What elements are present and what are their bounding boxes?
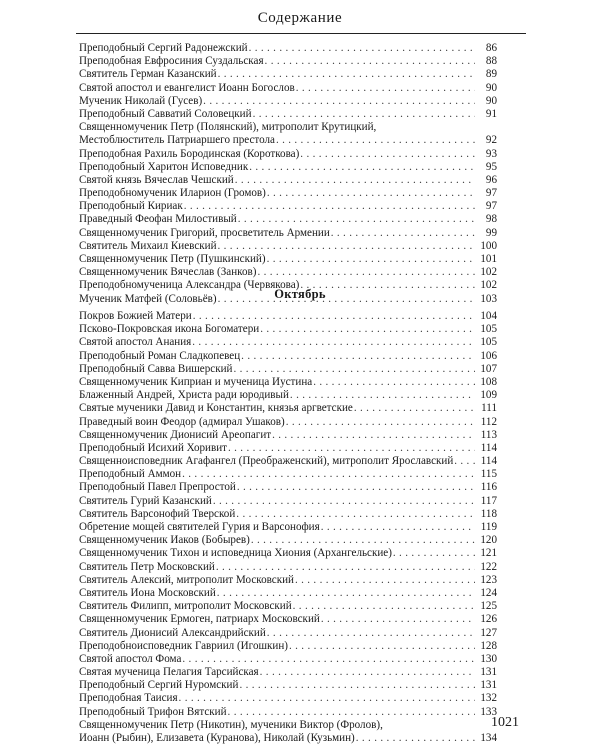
toc-entry-title: Священноисповедник Агафангел (Преображенский), митрополит Ярославский	[79, 455, 454, 468]
toc-entry	[79, 389, 497, 402]
toc-entry-title: Преподобный Кириак	[79, 200, 183, 213]
dot-leader	[218, 240, 475, 253]
toc-entry	[79, 227, 497, 240]
toc-list-october	[79, 310, 497, 745]
toc-entry	[79, 323, 497, 336]
toc-entry-page: 95	[485, 160, 497, 173]
toc-entry-title: Преподобный Сергий Нуромский	[79, 679, 239, 692]
dot-leader	[272, 429, 475, 442]
toc-entry-title: Святитель Дионисий Александрийский	[79, 626, 266, 639]
toc-entry-page: 126	[480, 613, 497, 626]
toc-entry-title: Мученик Николай (Гусев)	[79, 94, 203, 107]
dot-leader	[265, 55, 475, 68]
toc-entry	[79, 376, 497, 389]
toc-entry-page: 97	[485, 200, 497, 213]
toc-entry-title: Обретение мощей святителей Гурия и Варсонофия	[79, 521, 320, 533]
toc-entry-title: Праведный Феофан Милостивый	[79, 213, 237, 226]
toc-entry	[79, 468, 497, 481]
toc-entry-title: Святой князь Вячеслав Чешский	[79, 173, 234, 186]
toc-entry-title: Преподобный Харитон Исповедник	[79, 160, 249, 173]
toc-entry-title: Святитель Герман Казанский	[79, 68, 217, 81]
toc-entry-page: 91	[485, 107, 497, 120]
toc-entry-title: Мученик Матфей (Соловьёв)	[79, 292, 217, 305]
toc-entry-title: Преподобная Таисия	[79, 692, 178, 705]
toc-entry-page: 96	[485, 173, 497, 186]
toc-entry-title: Святитель Михаил Киевский	[79, 239, 217, 252]
toc-entry-title: Псково-Покровская икона Богоматери	[79, 323, 260, 336]
toc-entry-page: 111	[481, 402, 497, 415]
toc-entry-page: 86	[485, 42, 497, 54]
toc-entry-title: Преподобный Трифон Вятский	[79, 705, 227, 718]
toc-entry-title: Священномученик Тихон и исповедница Хиония (Архангельские)	[79, 547, 392, 560]
toc-entry-page: 120	[480, 534, 497, 547]
toc-entry-title: Священномученик Вячеслав (Занков)	[79, 266, 257, 279]
dot-leader	[235, 174, 475, 187]
dot-leader	[289, 640, 475, 653]
toc-entry-title: Священномученик Петр (Полянский), митрополит Крутицкий,	[79, 121, 377, 134]
header-rule	[76, 33, 526, 34]
toc-entry-page: 114	[480, 441, 497, 454]
dot-leader	[233, 363, 475, 376]
toc-entry	[79, 148, 497, 161]
toc-entry	[79, 310, 497, 323]
toc-entry	[79, 627, 497, 640]
toc-entry-title: Преподобноисповедник Гавриил (Игошкин)	[79, 639, 288, 652]
dot-leader	[182, 653, 475, 666]
dot-leader	[249, 42, 475, 55]
toc-entry-title: Святитель Петр Московский	[79, 560, 215, 573]
toc-entry-page: 116	[480, 481, 497, 494]
toc-entry-page: 88	[485, 55, 497, 68]
dot-leader	[354, 402, 475, 415]
toc-entry-page: 124	[480, 586, 497, 599]
toc-entry	[79, 213, 497, 226]
dot-leader	[313, 376, 475, 389]
running-head: Содержание	[257, 10, 343, 26]
toc-entry-title-continuation: Иоанн (Рыбин), Елизавета (Куранова), Николай (Кузьмин)	[79, 732, 355, 745]
toc-entry-page: 131	[480, 679, 497, 692]
toc-entry	[79, 547, 497, 560]
page-number: 1021	[491, 715, 519, 730]
toc-entry	[79, 561, 497, 574]
dot-leader	[236, 508, 475, 521]
toc-entry-page: 112	[480, 415, 497, 428]
toc-entry	[79, 719, 497, 745]
toc-entry-title: Святой апостол и евангелист Иоанн Богослов	[79, 81, 295, 94]
toc-entry	[79, 240, 497, 253]
toc-entry-title: Преподобномученица Александра (Червякова)	[79, 279, 300, 292]
dot-leader	[260, 666, 475, 679]
toc-entry	[79, 82, 497, 95]
toc-entry-page: 119	[480, 521, 497, 533]
toc-entry-page: 99	[485, 226, 497, 239]
dot-leader	[249, 161, 475, 174]
dot-leader	[216, 561, 475, 574]
toc-entry-page: 98	[485, 213, 497, 226]
toc-entry-title: Священномученик Григорий, просветитель Армении	[79, 226, 330, 239]
dot-leader	[251, 534, 475, 547]
toc-entry-page: 127	[480, 626, 497, 639]
toc-entry	[79, 429, 497, 442]
toc-entry-title: Блаженный Андрей, Христа ради юродивый	[79, 389, 289, 402]
toc-entry	[79, 600, 497, 613]
dot-leader	[331, 227, 475, 240]
toc-entry	[79, 363, 497, 376]
toc-entry	[79, 706, 497, 719]
toc-entry-title: Святой апостол Фома	[79, 652, 182, 665]
dot-leader	[218, 68, 475, 81]
toc-entry-page: 132	[480, 692, 497, 705]
toc-entry-page: 117	[480, 494, 497, 507]
dot-leader	[295, 574, 475, 587]
toc-entry-page: 114	[480, 455, 497, 468]
toc-entry	[79, 587, 497, 600]
toc-entry	[79, 574, 497, 587]
toc-entry-title-continuation: Местоблюститель Патриаршего престола	[79, 134, 275, 147]
toc-entry-title: Святитель Алексий, митрополит Московский	[79, 573, 294, 586]
toc-entry-title: Священномученик Ермоген, патриарх Московский	[79, 613, 320, 626]
toc-entry-title: Святитель Филипп, митрополит Московский	[79, 600, 292, 613]
dot-leader	[228, 442, 475, 455]
toc-entry-page: 89	[485, 68, 497, 81]
toc-entry-title: Священномученик Дионисий Ареопагит	[79, 428, 272, 441]
toc-entry-page: 121	[480, 547, 497, 560]
toc-entry	[79, 266, 497, 279]
toc-entry-page: 100	[480, 239, 497, 252]
toc-entry	[79, 416, 497, 429]
dot-leader	[193, 310, 475, 323]
toc-entry	[79, 679, 497, 692]
toc-entry-title: Священномученик Петр (Никотин), мученики Виктор (Фролов),	[79, 718, 383, 731]
toc-entry	[79, 253, 497, 266]
toc-entry-page: 109	[480, 389, 497, 402]
dot-leader	[454, 455, 475, 468]
dot-leader	[293, 600, 475, 613]
toc-entry-page: 102	[480, 279, 497, 292]
toc-entry-title: Праведный воин Феодор (адмирал Ушаков)	[79, 415, 285, 428]
toc-entry	[79, 534, 497, 547]
toc-entry-page: 90	[485, 94, 497, 107]
toc-entry-page: 104	[480, 310, 497, 322]
toc-entry-title: Святитель Варсонофий Тверской	[79, 507, 236, 520]
dot-leader	[184, 200, 475, 213]
toc-entry	[79, 402, 497, 415]
toc-entry-page: 133	[480, 705, 497, 718]
dot-leader	[217, 587, 475, 600]
toc-entry-page: 123	[480, 573, 497, 586]
dot-leader	[393, 547, 475, 560]
toc-entry-page: 131	[480, 666, 497, 679]
toc-entry-page: 125	[480, 600, 497, 613]
toc-entry	[79, 495, 497, 508]
toc-entry	[79, 350, 497, 363]
toc-entry-page: 113	[480, 428, 497, 441]
toc-entry	[79, 336, 497, 349]
dot-leader	[241, 350, 475, 363]
dot-leader	[179, 692, 475, 705]
toc-entry-title: Покров Божией Матери	[79, 310, 192, 322]
toc-entry-page: 90	[485, 81, 497, 94]
toc-entry	[79, 521, 497, 534]
section-heading-october: Октябрь	[274, 287, 326, 301]
dot-leader	[182, 468, 475, 481]
toc-entry	[79, 55, 497, 68]
toc-entry	[79, 174, 497, 187]
toc-entry-page: 115	[480, 468, 497, 481]
toc-entry	[79, 481, 497, 494]
dot-leader	[356, 732, 475, 745]
toc-entry-title: Святитель Гурий Казанский	[79, 494, 212, 507]
toc-entry-page: 134	[480, 732, 497, 745]
dot-leader	[286, 416, 475, 429]
dot-leader	[228, 706, 475, 719]
toc-entry	[79, 692, 497, 705]
toc-entry-page: 108	[480, 375, 497, 388]
toc-entry	[79, 161, 497, 174]
toc-entry-page: 107	[480, 362, 497, 375]
toc-entry-page: 106	[480, 349, 497, 362]
dot-leader	[260, 323, 475, 336]
toc-entry-title: Преподобный Исихий Хоривит	[79, 441, 228, 454]
toc-entry	[79, 68, 497, 81]
toc-entry	[79, 200, 497, 213]
toc-entry-title: Преподобный Аммон	[79, 468, 182, 481]
dot-leader	[300, 148, 475, 161]
dot-leader	[321, 613, 475, 626]
dot-leader	[237, 481, 475, 494]
toc-entry-page: 128	[480, 639, 497, 652]
toc-entry-page: 122	[480, 560, 497, 573]
toc-entry-title: Преподобный Роман Сладкопевец	[79, 349, 241, 362]
toc-entry-title: Преподобная Рахиль Бородинская (Короткова)	[79, 147, 300, 160]
dot-leader	[238, 213, 475, 226]
dot-leader	[267, 253, 475, 266]
toc-entry-page: 105	[480, 336, 497, 349]
dot-leader	[239, 679, 475, 692]
toc-entry-title: Преподобный Савва Вишерский	[79, 362, 233, 375]
dot-leader	[276, 134, 475, 147]
toc-entry	[79, 95, 497, 108]
toc-entry	[79, 42, 497, 55]
toc-entry-title: Преподобный Павел Препростой	[79, 481, 236, 494]
dot-leader	[192, 336, 475, 349]
dot-leader	[203, 95, 475, 108]
toc-entry	[79, 442, 497, 455]
dot-leader	[267, 187, 475, 200]
toc-entry-title: Святитель Иона Московский	[79, 586, 216, 599]
toc-entry	[79, 653, 497, 666]
toc-entry	[79, 508, 497, 521]
dot-leader	[296, 82, 475, 95]
toc-entry	[79, 666, 497, 679]
toc-entry	[79, 613, 497, 626]
toc-entry	[79, 121, 497, 147]
dot-leader	[257, 266, 475, 279]
dot-leader	[321, 521, 475, 534]
toc-entry-title: Святая мученица Пелагия Тарсийская	[79, 666, 259, 679]
toc-entry-title: Святой апостол Анания	[79, 336, 192, 349]
toc-entry-page: 93	[485, 147, 497, 160]
toc-entry-page: 103	[480, 292, 497, 305]
toc-entry	[79, 640, 497, 653]
toc-entry-title: Священномученик Киприан и мученица Иустина	[79, 375, 313, 388]
toc-entry-title: Священномученик Иаков (Бобырев)	[79, 534, 250, 547]
toc-entry-page: 130	[480, 652, 497, 665]
toc-entry-title: Святые мученики Давид и Константин, князья аргветские	[79, 402, 353, 415]
toc-entry-page: 92	[485, 134, 497, 147]
toc-entry	[79, 455, 497, 468]
toc-entry	[79, 108, 497, 121]
toc-entry-title: Преподобный Савватий Соловецкий	[79, 107, 252, 120]
toc-entry	[79, 187, 497, 200]
toc-entry-title: Преподобная Евфросиния Суздальская	[79, 55, 264, 68]
dot-leader	[267, 627, 475, 640]
toc-entry-title: Преподобномученик Иларион (Громов)	[79, 187, 266, 200]
toc-entry-title: Священномученик Петр (Пушкинский)	[79, 253, 266, 266]
toc-entry-page: 118	[480, 507, 497, 520]
toc-entry-page: 97	[485, 187, 497, 200]
dot-leader	[290, 389, 475, 402]
dot-leader	[213, 495, 475, 508]
toc-entry-page: 105	[480, 323, 497, 336]
toc-list-previous-month	[79, 42, 497, 306]
toc-entry-page: 101	[480, 253, 497, 266]
dot-leader	[253, 108, 475, 121]
toc-entry-page: 102	[480, 266, 497, 279]
toc-entry-title: Преподобный Сергий Радонежский	[79, 42, 248, 54]
